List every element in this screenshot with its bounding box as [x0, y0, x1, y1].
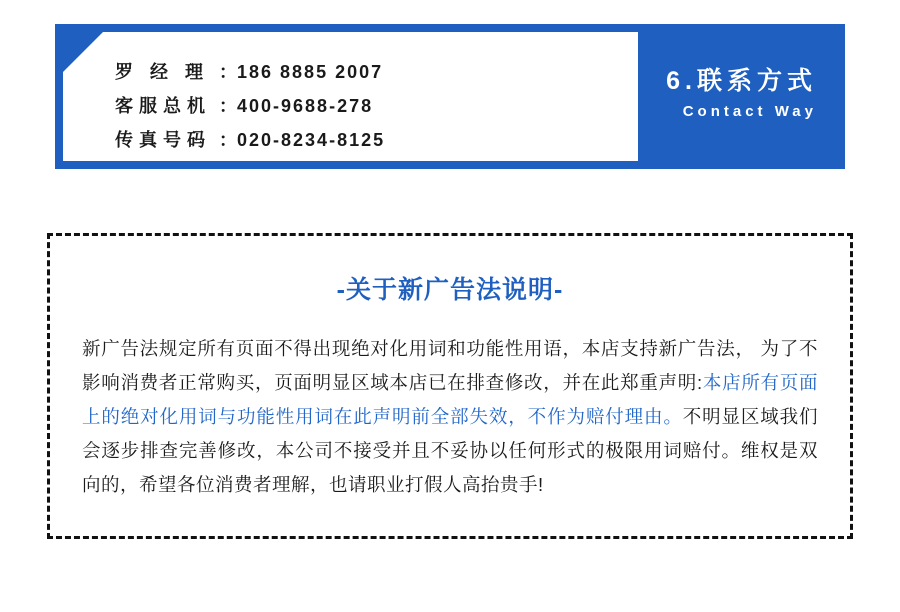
- contact-label: 传真号码: [115, 130, 211, 150]
- contact-label: 客服总机: [115, 96, 211, 116]
- contact-value: 020-8234-8125: [237, 130, 386, 150]
- advertising-law-notice: [47, 233, 853, 539]
- contact-banner: [55, 24, 845, 169]
- banner-title: [666, 66, 817, 120]
- contact-list: [115, 58, 385, 160]
- contact-colon: ：: [219, 96, 239, 116]
- notice-body: [82, 332, 818, 502]
- contact-colon: ：: [219, 62, 239, 82]
- contact-colon: ：: [219, 130, 239, 150]
- contact-value: 400-9688-278: [237, 96, 374, 116]
- notice-text-highlight: 本店所有页面上的绝对化用词与功能性用词在此声明前全部失效，不作为赔付理由。: [82, 372, 818, 427]
- notice-text-part2: 不明显区域我们会逐步排查完善修改，本公司不接受并且不妥协以任何形式的极限用词赔付。维权是双向的，希望各位消费者理解，也请职业打假人高抬贵手!: [82, 406, 818, 495]
- contact-row: [115, 126, 385, 160]
- banner-title-en: Contact Way: [682, 103, 817, 121]
- contact-label: 罗 经 理: [115, 62, 210, 82]
- notice-title: -关于新广告法说明-: [336, 276, 564, 304]
- contact-value: 186 8885 2007: [237, 62, 384, 82]
- contact-row: [115, 92, 385, 126]
- banner-title-cn: 6.联系方式: [666, 67, 817, 95]
- notice-text-part1: 新广告法规定所有页面不得出现绝对化用词和功能性用语，本店支持新广告法， 为了不影响消费者正常购买，页面明显区域本店已在排查修改，并在此郑重声明:: [82, 338, 818, 393]
- contact-row: [115, 58, 385, 92]
